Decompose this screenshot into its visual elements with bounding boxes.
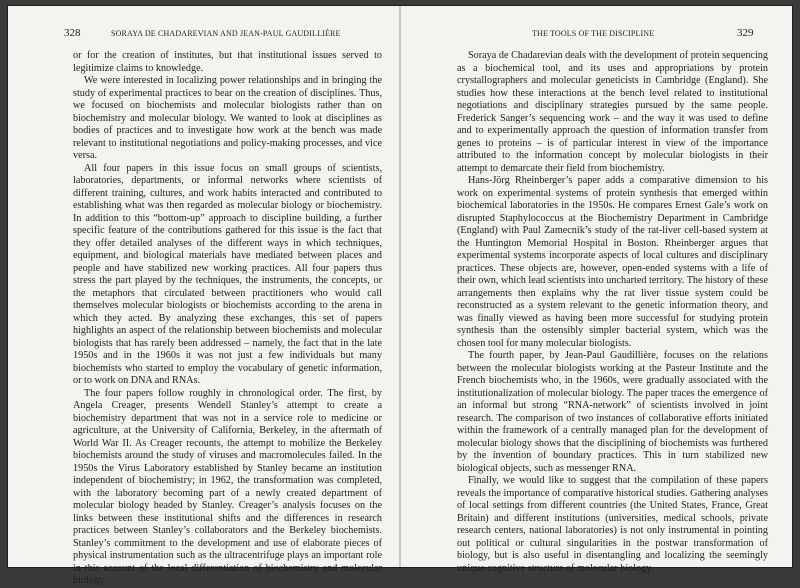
left-page-number: 328 (64, 27, 81, 39)
left-running-head: SORAYA DE CHADAREVIAN AND JEAN-PAUL GAUDILLIÈRE (111, 29, 341, 38)
left-page-body (73, 50, 382, 588)
paragraph: We were interested in localizing power relationships and in bringing the study of experimental practices to bear on the creation of disciplines. Thus, we focused on biochemists and molecular biologists rather than on biochemistry and molecular biology. We wanted to look at disciplines as bodies of practices and to investigate how work at the bench was made relevant to institutional negotiations and policy-making processes, and vice versa. (73, 75, 382, 161)
paragraph: Soraya de Chadarevian deals with the development of protein sequencing as a biochemical tool, and its uses and appropriations by protein crystallographers and molecular geneticists in Cambridge (England). She studies how these interactions at the bench level related to institutional negotiations and disciplinary strategies pursued by the same people. Frederick Sanger’s sequencing work – and the way it was used to define and to experimentally approach the question of information transfer from genes to proteins – is of particular interest in view of the importance attributed to the information concept by molecular biologists in their attempt to demarcate their field from biochemistry. (457, 50, 768, 174)
paragraph: or for the creation of institutes, but that institutional issues served to legitimize claims to knowledge. (73, 50, 382, 74)
right-page-number: 329 (737, 27, 754, 39)
paragraph: Finally, we would like to suggest that the compilation of these papers reveals the importance of comparative historical studies. Gathering analyses of local settings from different countries (the United States, France, Great Britain) and different institutions (universities, medical schools, private research centers, national laboratories) is not only instrumental in pointing out political or cultural singularities in the postwar transformation of biology, but is also useful in disentangling and localizing the seemingly unique cognitive structure of molecular biology. (457, 475, 768, 574)
paragraph: The fourth paper, by Jean-Paul Gaudillière, focuses on the relations between the molecular biologists working at the Pasteur Institute and the French biochemists who, in the 1960s, were gradually associated with the institutionalization of molecular biology. The paper traces the emergence of an informal but strong “RNA-network” of scientists involved in joint research. The comparison of two instances of collaborative efforts initiated within the framework of a centrally managed plan for the development of molecular biology shows that the disciplining of biochemists was furthered by the invention of boundary practices. This in turn stabilized new biological objects, such as messenger RNA. (457, 350, 768, 474)
paragraph: Hans-Jörg Rheinberger’s paper adds a comparative dimension to his work on experimental systems of protein synthesis that emerged within biochemical laboratories in the 1950s. He compares Ernest Gale’s work on disrupted Staphylococcus at the Biochemistry Department in Cambridge (England) with Paul Zamecnik’s study of the rat-liver cell-based system at the Huntington Memorial Hospital in Boston. Rheinberger argues that experimental systems incorporate aspects of local cultures and disciplinary practices. These objects are, however, open-ended systems with a life of their own, which lead scientists into uncharted territory. The history of these arrangements then explains why the rat liver tissue system could be reconstructed as a system relevant to the genetic information theory, and was finally viewed as having been more successful for studying protein synthesis than the ostensibly simpler bacterial system, which was the chosen tool for many molecular biologists. (457, 175, 768, 349)
left-page (8, 6, 398, 586)
right-page (401, 6, 792, 574)
book-spread (8, 6, 792, 586)
paragraph: All four papers in this issue focus on small groups of scientists, laboratories, departments, or informal networks where scientists of different training, cultures, and work habits interacted and contributed to establishing what was then regarded as molecular biology or biochemistry. In addition to this “bottom-up” approach to discipline building, a further specific feature of the contributions gathered for this issue is the fact that they offer detailed analyses of the different ways in which techniques, equipment, and biological materials have mediated between places and people and have stabilized new working practices. All four papers thus stress the part played by the techniques, the instruments, the concepts, or the metaphors that circulated between practitioners who would call themselves molecular biologists or biochemists according to the arena in which they acted. By analyzing these exchanges, this set of papers highlights an aspect of the relationship between biochemists and molecular biologists that has rarely been addressed – namely, the fact that in the late 1950s and in the 1960s it was not just a few individuals but many biochemists who started to employ the vocabulary of genetic information, or to work on DNA and RNAs. (73, 162, 382, 386)
right-running-head: THE TOOLS OF THE DISCIPLINE (532, 29, 655, 38)
right-page-body (457, 50, 768, 575)
paragraph: The four papers follow roughly in chronological order. The first, by Angela Creager, presents Wendell Stanley’s attempt to create a biochemistry department that was not in a service role to medicine or agriculture, at the University of California, Berkeley, in the aftermath of World War II. As Creager recounts, the attempt to mobilize the Berkeley biochemists around the study of viruses and macromolecules failed. In the 1950s the Virus Laboratory established by Stanley became an institution independent of biochemistry; in 1962, the transformation was completed, with the laboratory becoming part of a newly created department of molecular biology headed by Stanley. Creager’s analysis focuses on the links between these institutional shifts and the differences in research practices between Stanley’s collaborators and the Berkeley biochemists. Stanley’s commitment to the development and use of elaborate pieces of physical instrumentation such as the ultracentrifuge plays an important role in this account of the local differentiation of biochemistry and molecular biology. (73, 387, 382, 586)
